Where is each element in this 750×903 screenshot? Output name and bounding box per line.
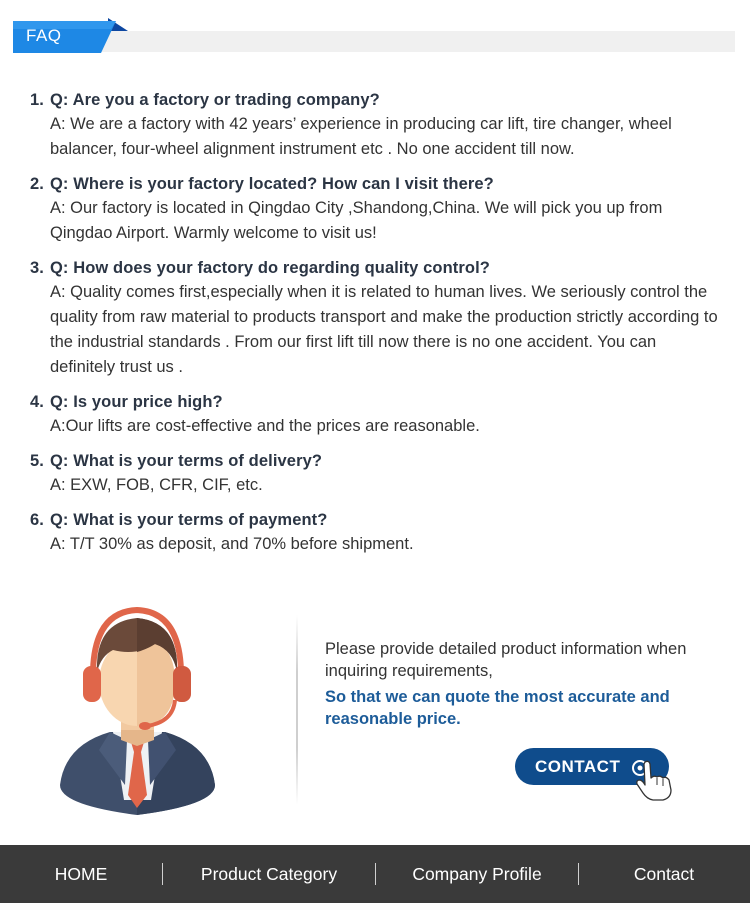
nav-product-category[interactable]: Product Category [200, 863, 338, 884]
faq-item [30, 390, 720, 439]
faq-question: 1. Q: Are you a factory or trading company? [30, 91, 380, 109]
faq-answer: A: T/T 30% as deposit, and 70% before shipment. [50, 535, 414, 553]
faq-item [30, 88, 720, 162]
faq-header [0, 0, 750, 70]
faq-answer: A: Quality comes first,especially when it is related to human lives. We seriously control the quality from raw material to products transport and make the production strictly according to the industrial standards . From our first lift till now there is no one accident. You can definitely trust us . [50, 283, 718, 376]
faq-list [30, 88, 720, 567]
faq-question: 3. Q: How does your factory do regarding quality control? [30, 259, 490, 277]
promo-divider [296, 615, 298, 805]
faq-item [30, 449, 720, 498]
contact-promo [0, 595, 750, 825]
nav-contact[interactable]: Contact [633, 863, 695, 884]
faq-question: 5. Q: What is your terms of delivery? [30, 452, 323, 470]
faq-answer: A: We are a factory with 42 years’ experience in producing car lift, tire changer, wheel balancer, four-wheel alignment instrument etc . No one accident till now. [50, 115, 672, 158]
faq-answer: A: Our factory is located in Qingdao City ,Shandong,China. We will pick you up from Qingdao Airport. Warmly welcome to visit us! [50, 199, 663, 242]
faq-item [30, 172, 720, 246]
nav-home[interactable]: HOME [54, 863, 108, 884]
faq-item [30, 256, 720, 380]
contact-button-label: CONTACT [535, 756, 621, 776]
faq-question: 2. Q: Where is your factory located? How can I visit there? [30, 175, 494, 193]
pointer-hand-icon [633, 758, 675, 802]
nav-company-profile[interactable]: Company Profile [412, 863, 542, 884]
footer-nav [0, 845, 750, 903]
promo-text: Please provide detailed product information when inquiring requirements, [325, 640, 687, 680]
faq-answer: A:Our lifts are cost-effective and the prices are reasonable. [50, 417, 480, 435]
faq-answer: A: EXW, FOB, CFR, CIF, etc. [50, 476, 263, 494]
faq-item [30, 508, 720, 557]
faq-question: 4. Q: Is your price high? [30, 393, 223, 411]
faq-title: FAQ [26, 26, 62, 45]
promo-highlight-text: So that we can quote the most accurate and reasonable price. [325, 688, 670, 728]
customer-service-agent-icon [55, 600, 220, 815]
faq-question: 6. Q: What is your terms of payment? [30, 511, 328, 529]
